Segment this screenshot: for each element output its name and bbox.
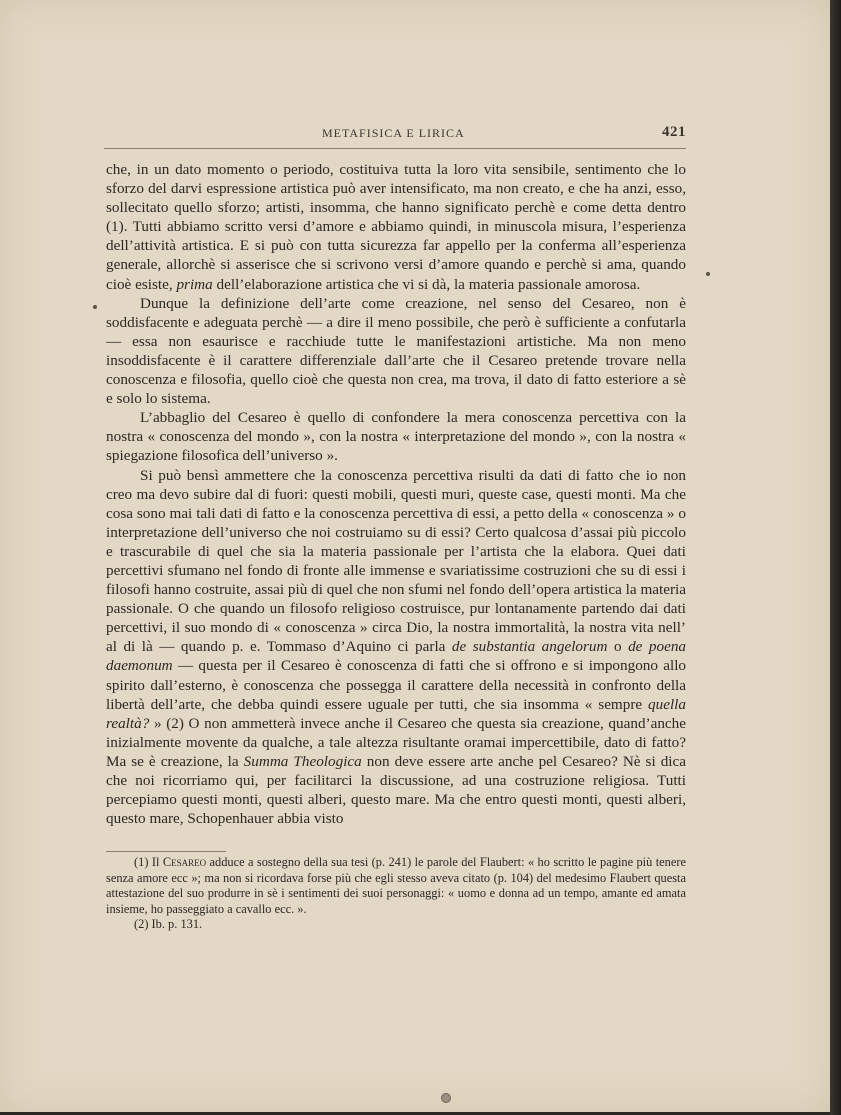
paragraph-4 [106, 466, 686, 829]
paragraph-4-cont2: (2) O non ammetterà invece anche il Cesareo che questa sia creazione, quand’anche inizialmente movente da qualche, a tale altezza risultante oramai impercettibile, dato di fatto? Ma se è creazione, la [106, 714, 687, 770]
page-number: 421 [662, 124, 686, 140]
italic-prima: prima [176, 275, 213, 293]
running-header [104, 124, 686, 144]
paragraph-4-cont: — questa per il Cesareo è conoscenza di fatti che si offrono e si impongono allo spirito dall’esterno, è conoscenza che possegga il carattere della necessità in confronto della libertà dell’arte, che debba quindi essere uguale per tutti, che sia insomma « sempre [106, 657, 687, 713]
footnote-1-text: adduce a sostegno della sua tesi (p. 241) le parole del Flaubert: « ho scritto le pagine più tenere senza amore ecc »; ma non si ricordava forse più che egli stesso aveva citato (p. 104) del medesimo Flaubert questa attestazione del suo produrre in sè i sentimenti dei suoi personaggi: « uomo e donna ad un tempo, amante ed amata insieme, ho passeggiato a cavallo ecc. ». [106, 855, 686, 916]
margin-speck [93, 305, 97, 309]
footnotes [106, 855, 686, 933]
paragraph-1-tail: dell’elaborazione artistica che vi si dà, la materia passionale amorosa. [216, 275, 641, 293]
running-title: METAFISICA E LIRICA [322, 126, 465, 140]
footnote-1-label: (1) Il [134, 855, 160, 869]
paragraph-4-text: Si può bensì ammettere che la conoscenza percettiva risulti da dati di fatto che io non creo ma devo subire dal di fuori: questi mobili, questi muri, queste case, questi monti. Ma che cosa sono mai tali dati di fatto e la conoscenza percettiva di essi, a petto della « conoscenza » o interpretazione dell’universo che noi costruiamo su di essi? Certo qualcosa d’assai più piccolo e trascurabile di quel che sia la materia passionale per l’artista che la elabora. Quei dati percettivi sfumano nel fondo di fronte alle immense e svariatissime costruzioni che su di essi i filosofi hanno costruite, assai più di quel che non sfumi nel fondo dell’opera artistica la materia passionale. O che quando un filosofo religioso costruisce, pur lontanamente partendo dai dati percettivi, il suo mondo di « conoscenza » circa Dio, la nostra immortalità, la nostra vita nell’ al di là — quando p. e. Tommaso d’Aquino ci parla [106, 466, 686, 656]
footnote-rule [106, 851, 226, 852]
binding-hole [441, 1093, 451, 1103]
main-text [106, 160, 686, 828]
margin-speck [706, 272, 710, 276]
header-rule [104, 148, 686, 149]
paragraph-3: L’abbaglio del Cesareo è quello di confondere la mera conoscenza percettiva con la nostra « conoscenza del mondo », con la nostra « interpretazione del mondo », con la nostra « spiegazione filosofica dell’universo ». [106, 409, 686, 465]
italic-de-poena: de poena daemonum [106, 638, 687, 675]
italic-de-substantia: de substantia angelorum [451, 638, 608, 656]
footnote-1-name: Cesareo [162, 855, 207, 869]
paragraph-1-text: che, in un dato momento o periodo, costituiva tutta la loro vita sensibile, sentimento che lo sforzo del darvi espressione artistica può aver intensificato, ma non creato, e che ha anzi, esso, sollecitato quello sforzo; artisti, insomma, che hanno significato perchè e come detta dentro (1). Tutti abbiamo scritto versi d’amore e abbiamo quindi, in minuscola misura, l’esperienza dell’attività artistica. E si può con tutta sicurezza far appello per la conferma all’esperienza generale, allorchè si asserisce che si scrivono versi d’amore quando e perchè si ama, quando cioè esiste, [106, 161, 686, 293]
paragraph-2: Dunque la definizione dell’arte come creazione, nel senso del Cesareo, non è soddisfacente e adeguata perchè — a dire il meno possibile, che però è sufficiente a confutarla — essa non esaurisce e racchiude tutte le manifestazioni artistiche. Ma non meno insoddisfacente è il carattere differenziale dall’arte che il Cesareo pretende trovare nella conoscenza e filosofia, quello cioè che questa non crea, ma trova, il dato di fatto esteriore a sè e solo lo sistema. [106, 294, 686, 408]
close-quote: » [153, 714, 162, 732]
page-edge-shadow [830, 0, 841, 1115]
italic-quella-realta: quella realtà? [106, 695, 686, 732]
paragraph-1 [106, 160, 686, 294]
italic-summa-theologica: Summa Theologica [243, 752, 362, 770]
footnote-2: (2) Ib. p. 131. [134, 917, 203, 932]
paragraph-4-end: non deve essere arte anche pel Cesareo? Nè si dica che noi ricorriamo qui, per facilitarci la discussione, ad una costruzione religiosa. Tutti percepiamo questi monti, questi alberi, questo mare. Ma che entro questi monti, questi alberi, questo mare, Schopenhauer abbia visto [106, 752, 687, 828]
footnote-1 [106, 855, 686, 917]
connector-o: o [613, 638, 622, 656]
